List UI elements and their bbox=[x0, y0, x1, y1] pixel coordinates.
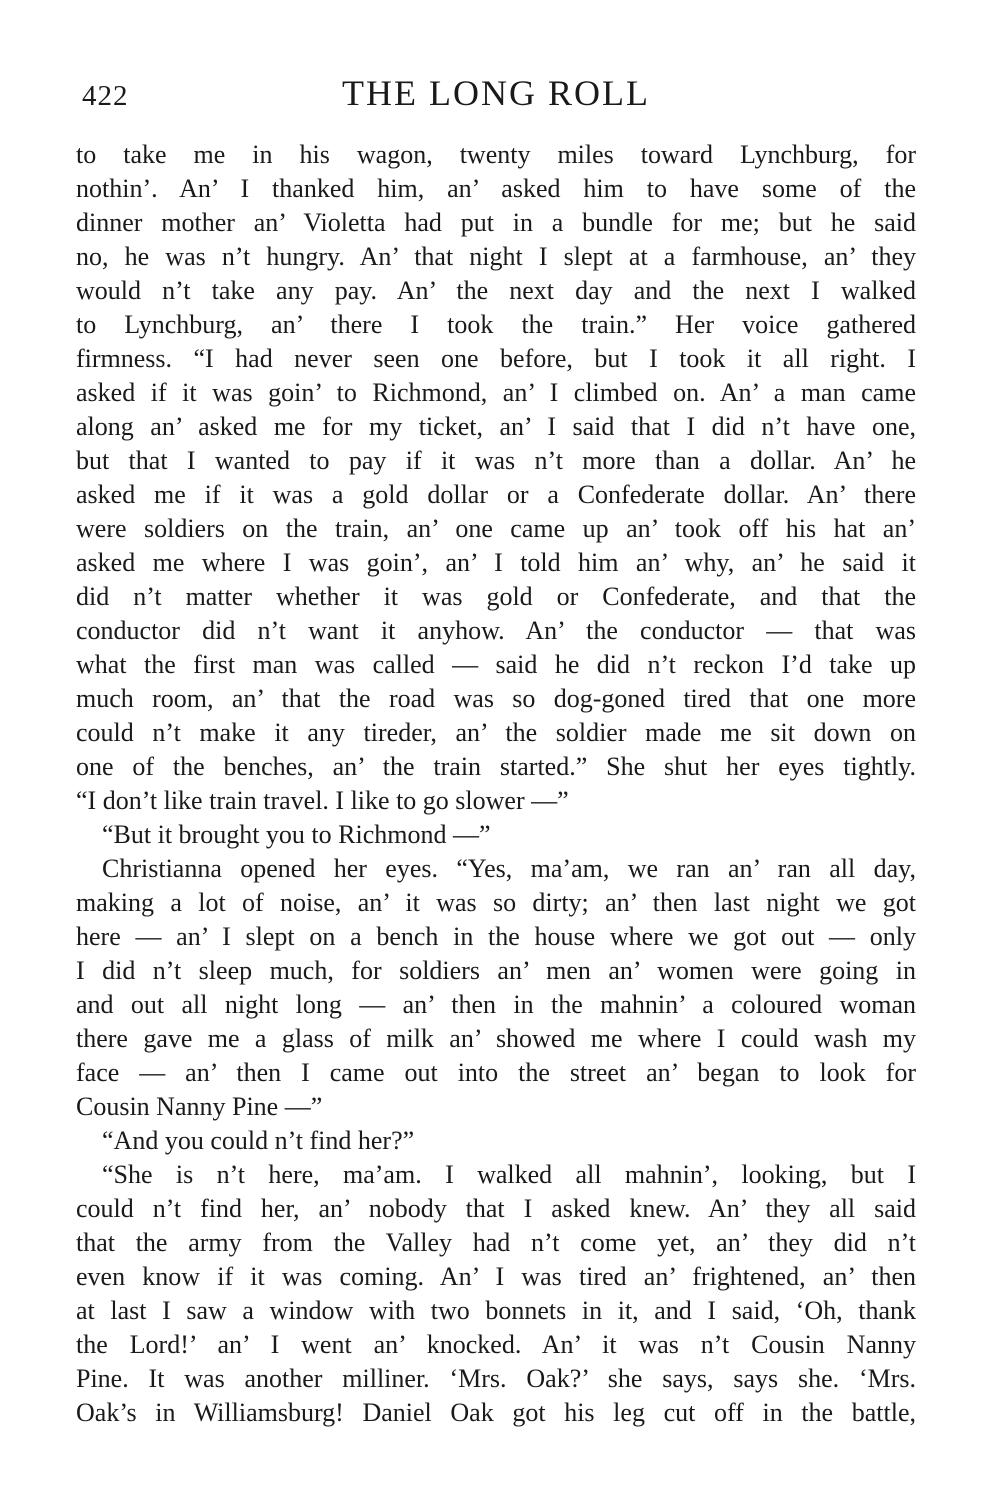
running-head: THE LONG ROLL bbox=[342, 73, 650, 113]
text-line: conductor did n’t want it anyhow. An’ the conductor — that was bbox=[76, 616, 916, 645]
text-line: here — an’ I slept on a bench in the house where we got out — only bbox=[76, 922, 916, 951]
text-line: face — an’ then I came out into the street an’ began to look for bbox=[76, 1058, 916, 1087]
text-line: could n’t find her, an’ nobody that I asked knew. An’ they all said bbox=[76, 1194, 916, 1223]
text-line: I did n’t sleep much, for soldiers an’ men an’ women were going in bbox=[76, 956, 916, 985]
text-line: but that I wanted to pay if it was n’t more than a dollar. An’ he bbox=[76, 446, 916, 475]
text-line: “And you could n’t find her?” bbox=[102, 1126, 415, 1155]
text-line: and out all night long — an’ then in the mahnin’ a coloured woman bbox=[76, 990, 916, 1019]
text-line: did n’t matter whether it was gold or Confederate, and that the bbox=[76, 582, 916, 611]
text-line: “But it brought you to Richmond —” bbox=[102, 820, 491, 849]
text-line: at last I saw a window with two bonnets in it, and I said, ‘Oh, thank bbox=[76, 1296, 916, 1325]
text-line: to Lynchburg, an’ there I took the train.” Her voice gathered bbox=[76, 310, 916, 339]
text-line: much room, an’ that the road was so dog-goned tired that one more bbox=[76, 684, 916, 713]
text-line: dinner mother an’ Violetta had put in a bundle for me; but he said bbox=[76, 208, 916, 237]
text-line: what the first man was called — said he did n’t reckon I’d take up bbox=[76, 650, 916, 679]
text-line: Christianna opened her eyes. “Yes, ma’am, we ran an’ ran all day, bbox=[102, 854, 916, 883]
book-page bbox=[76, 68, 916, 1430]
text-line: Pine. It was another milliner. ‘Mrs. Oak?’ she says, says she. ‘Mrs. bbox=[76, 1364, 916, 1393]
text-line: “I don’t like train travel. I like to go slower —” bbox=[76, 786, 569, 815]
text-line: the Lord!’ an’ I went an’ knocked. An’ it was n’t Cousin Nanny bbox=[76, 1330, 916, 1359]
text-line: along an’ asked me for my ticket, an’ I said that I did n’t have one, bbox=[76, 412, 916, 441]
text-line: there gave me a glass of milk an’ showed me where I could wash my bbox=[76, 1024, 916, 1053]
text-line: Cousin Nanny Pine —” bbox=[76, 1092, 323, 1121]
text-line: asked me where I was goin’, an’ I told him an’ why, an’ he said it bbox=[76, 548, 916, 577]
text-line: that the army from the Valley had n’t come yet, an’ they did n’t bbox=[76, 1228, 916, 1257]
text-line: “She is n’t here, ma’am. I walked all mahnin’, looking, but I bbox=[102, 1160, 916, 1189]
text-line: no, he was n’t hungry. An’ that night I slept at a farmhouse, an’ they bbox=[76, 242, 916, 271]
text-line: firmness. “I had never seen one before, but I took it all right. I bbox=[76, 344, 916, 373]
text-line: would n’t take any pay. An’ the next day and the next I walked bbox=[76, 276, 916, 305]
page-number: 422 bbox=[82, 80, 129, 112]
text-line: asked me if it was a gold dollar or a Confederate dollar. An’ there bbox=[76, 480, 916, 509]
page-header bbox=[76, 68, 916, 120]
text-line: could n’t make it any tireder, an’ the soldier made me sit down on bbox=[76, 718, 916, 747]
text-line: making a lot of noise, an’ it was so dirty; an’ then last night we got bbox=[76, 888, 916, 917]
text-line: Oak’s in Williamsburg! Daniel Oak got his leg cut off in the battle, bbox=[76, 1398, 916, 1427]
text-line: to take me in his wagon, twenty miles toward Lynchburg, for bbox=[76, 140, 916, 169]
text-line: were soldiers on the train, an’ one came up an’ took off his hat an’ bbox=[76, 514, 916, 543]
text-line: one of the benches, an’ the train started.” She shut her eyes tightly. bbox=[76, 752, 916, 781]
body-text bbox=[76, 138, 916, 1430]
text-line: even know if it was coming. An’ I was tired an’ frightened, an’ then bbox=[76, 1262, 916, 1291]
text-line: asked if it was goin’ to Richmond, an’ I climbed on. An’ a man came bbox=[76, 378, 916, 407]
text-line: nothin’. An’ I thanked him, an’ asked him to have some of the bbox=[76, 174, 916, 203]
